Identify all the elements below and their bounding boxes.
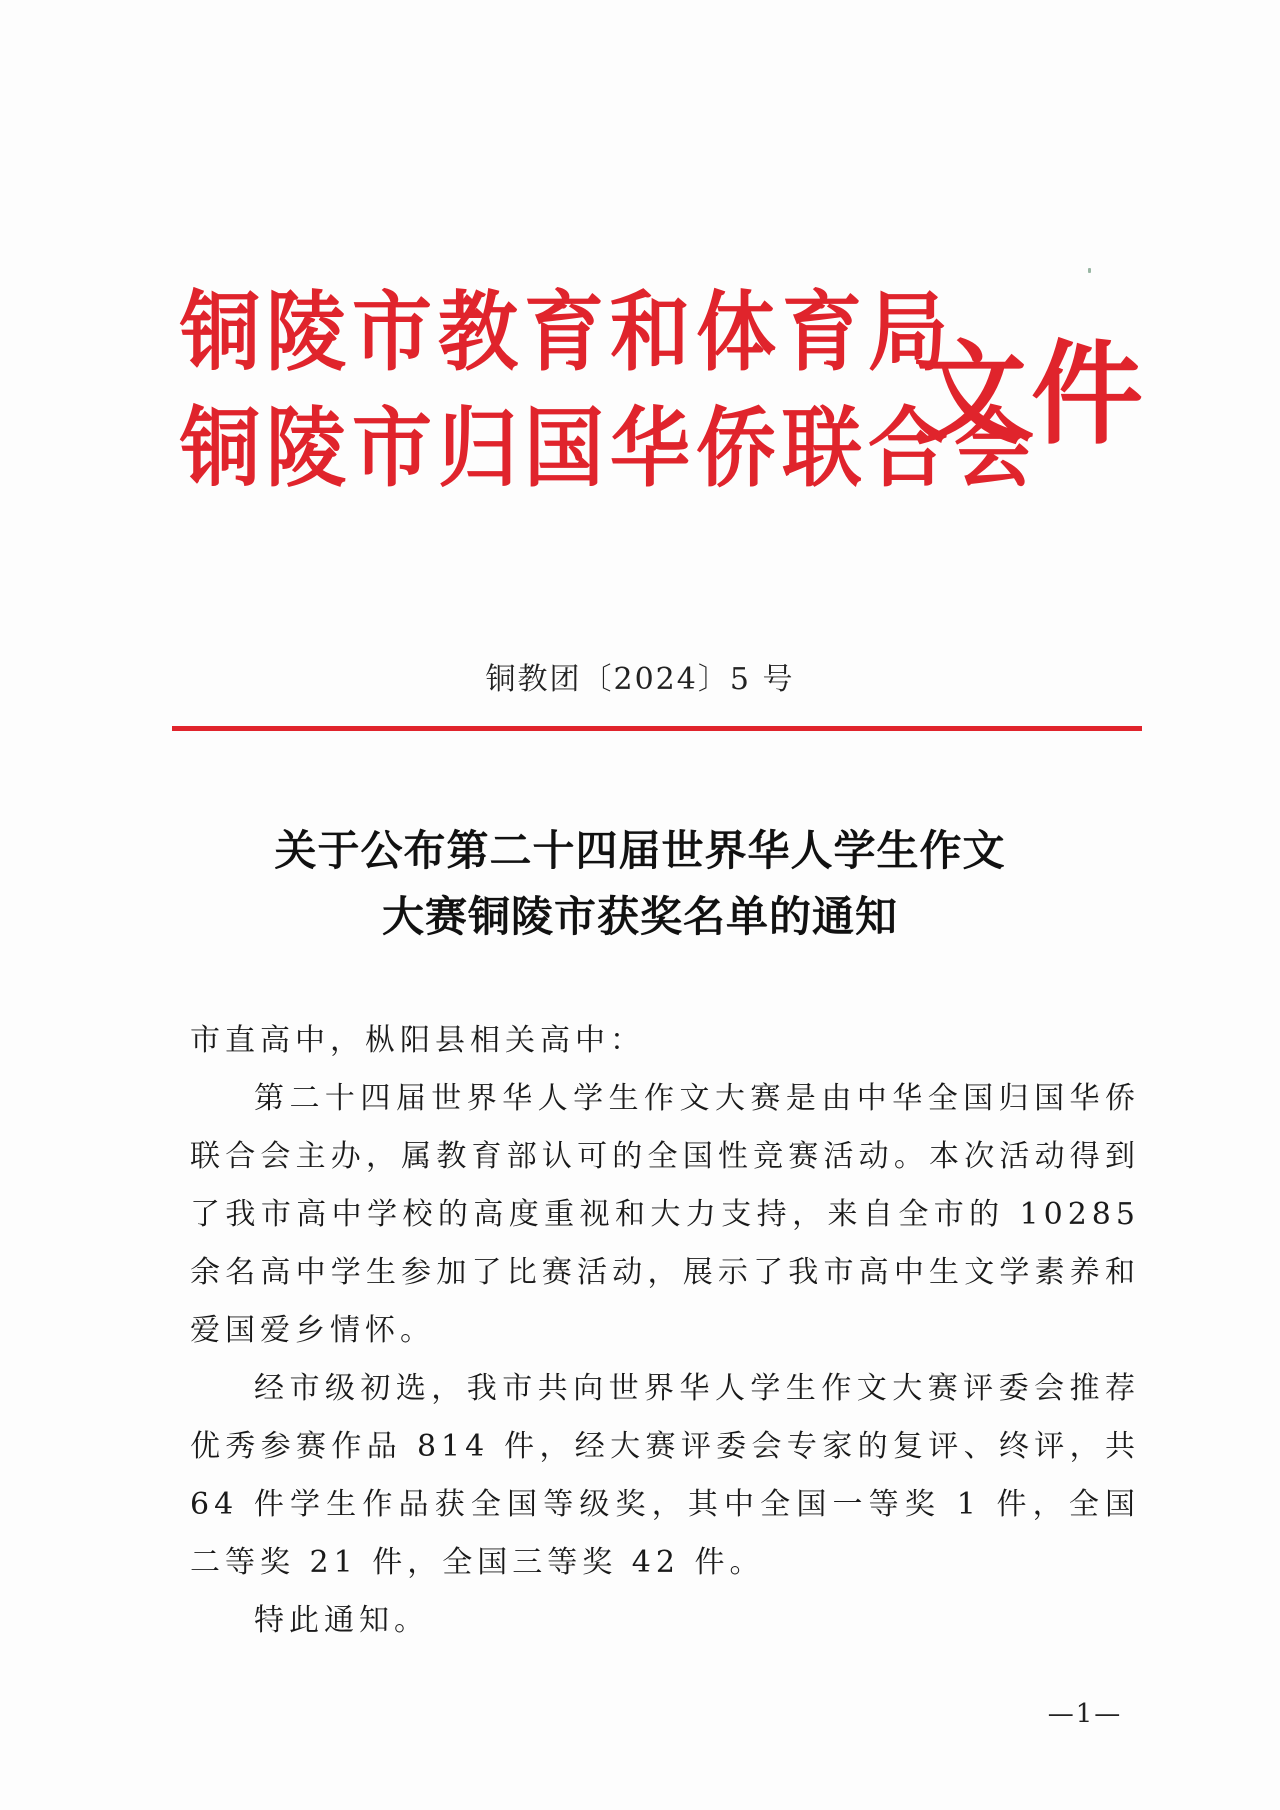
document-body xyxy=(190,1012,1140,1650)
page-number: —1— xyxy=(1047,1699,1123,1729)
document-number: 铜教团〔2024〕5 号 xyxy=(485,662,795,697)
masthead-suffix: 文件 xyxy=(915,330,1147,460)
red-divider-line xyxy=(172,726,1142,731)
document-masthead xyxy=(180,270,1147,530)
title-line-2: 大赛铜陵市获奖名单的通知 xyxy=(381,892,898,941)
closing-line: 特此通知。 xyxy=(254,1603,429,1638)
body-paragraph-2: 经市级初选，我市共向世界华人学生作文大赛评委会推荐优秀参赛作品 814 件，经大赛评委会专家的复评、终评，共 64 件学生作品获全国等级奖，其中全国一等奖 1 件，全国二等奖 21 件，全国三等奖 42 件。 xyxy=(190,1371,1140,1580)
title-line-1: 关于公布第二十四届世界华人学生作文 xyxy=(274,826,1006,875)
salutation: 市直高中，枞阳县相关高中： xyxy=(190,1023,645,1058)
masthead-issuer-line-2: 铜陵市归国华侨联合会 xyxy=(180,397,1040,499)
masthead-issuer-line-1: 铜陵市教育和体育局 xyxy=(180,281,954,383)
body-paragraph-1: 第二十四届世界华人学生作文大赛是由中华全国归国华侨联合会主办，属教育部认可的全国性竞赛活动。本次活动得到了我市高中学校的高度重视和大力支持，来自全市的 10285 余名高中学生参加了比赛活动，展示了我市高中生文学素养和爱国爱乡情怀。 xyxy=(190,1081,1140,1348)
document-title xyxy=(0,818,1280,950)
